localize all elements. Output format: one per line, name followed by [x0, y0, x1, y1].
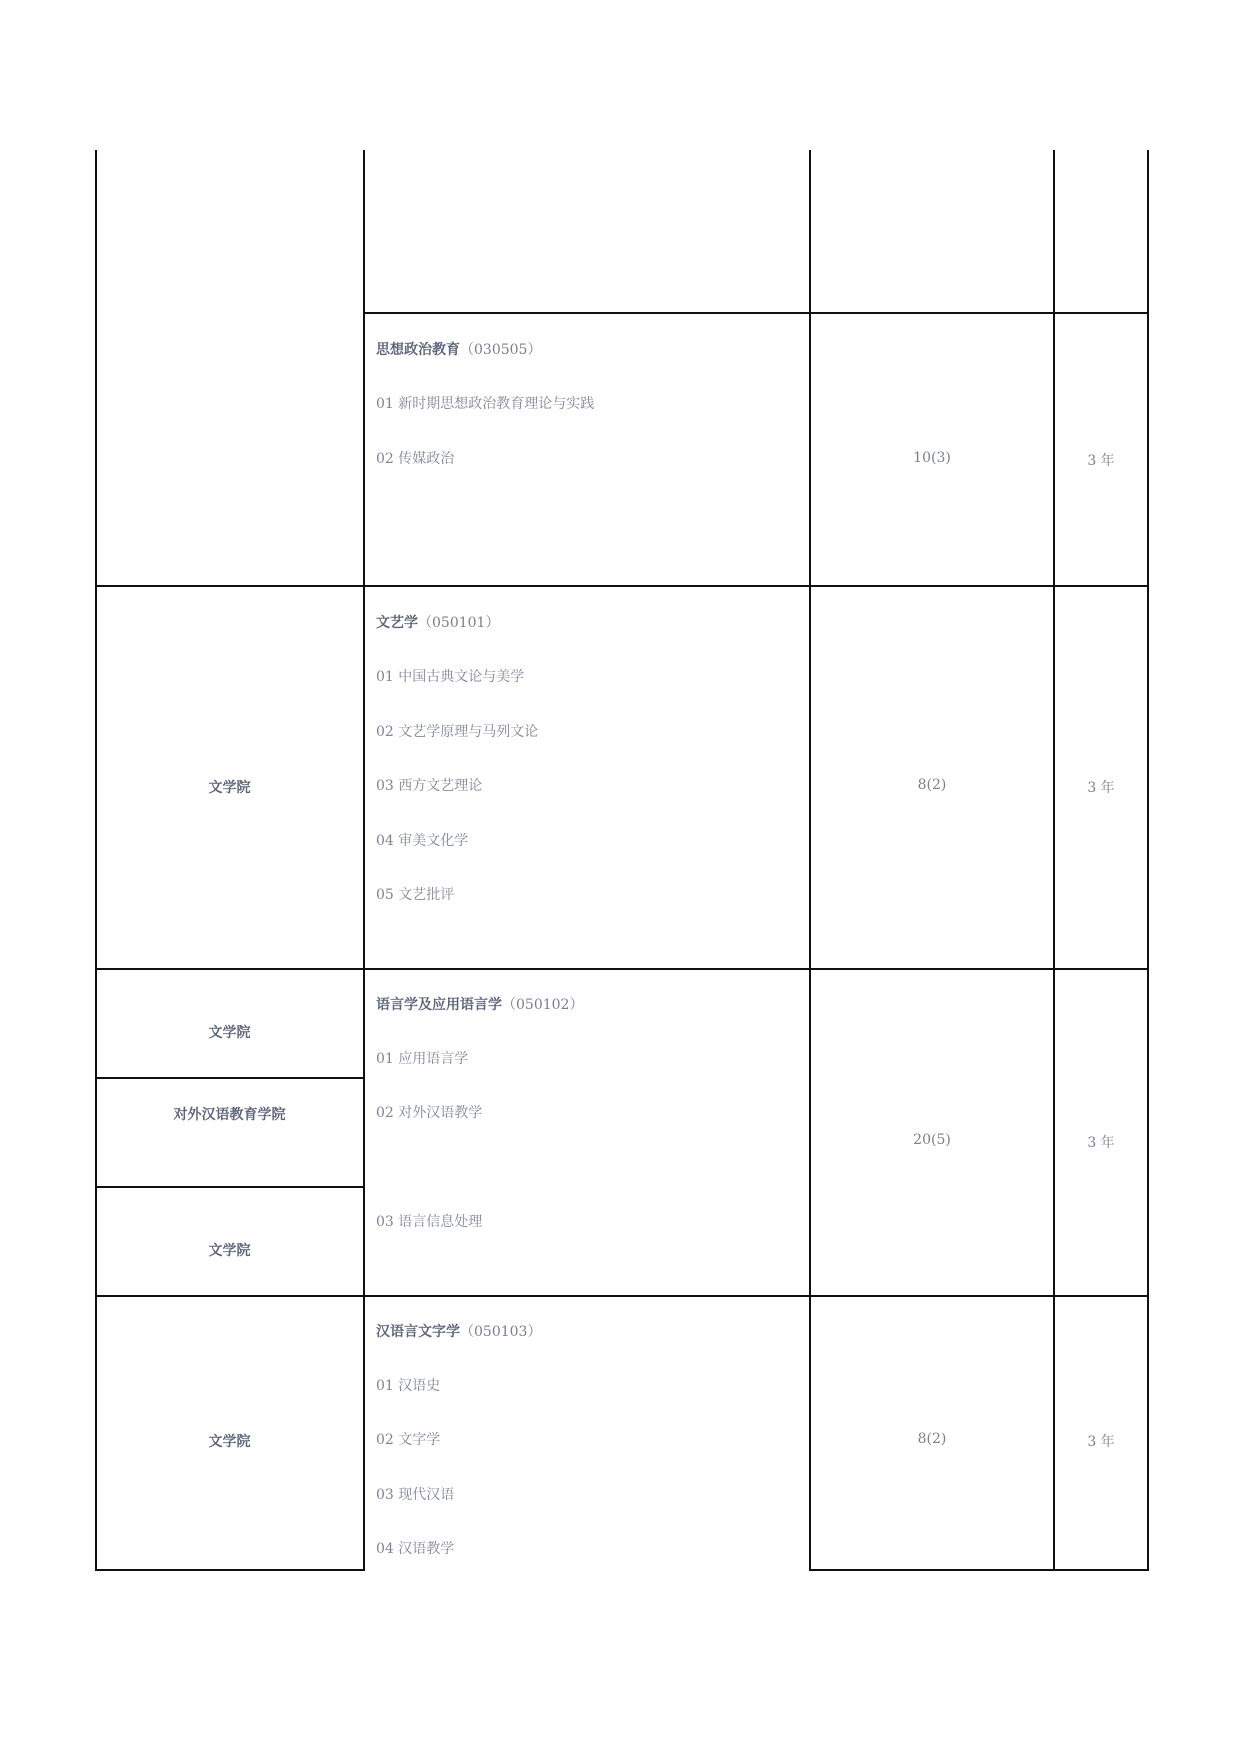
enrollment-quota: 10(3) [913, 450, 951, 466]
study-years: 3 年 [1087, 453, 1115, 469]
major-name: 文艺学 [376, 615, 418, 631]
row-divider [363, 312, 1149, 314]
college-name: 文学院 [208, 780, 251, 796]
direction-item: 03 西方文艺理论 [376, 778, 483, 794]
direction-item: 02 文字学 [376, 1432, 441, 1448]
direction-item: 04 审美文化学 [376, 833, 469, 849]
table-bottom-left [95, 1569, 365, 1571]
direction-item: 01 汉语史 [376, 1378, 441, 1394]
major-title [376, 614, 499, 632]
table-border-right [1147, 150, 1149, 1571]
row-divider [95, 1295, 1149, 1297]
direction-item: 01 中国古典文论与美学 [376, 669, 525, 685]
row-divider [95, 968, 1149, 970]
major-title [376, 1323, 541, 1341]
direction-item: 03 现代汉语 [376, 1487, 455, 1503]
direction-item: 02 传媒政治 [376, 451, 455, 467]
table-border-left [95, 150, 97, 1571]
college-name: 文学院 [208, 1434, 251, 1450]
study-years: 3 年 [1087, 1135, 1115, 1151]
enrollment-quota: 20(5) [913, 1132, 951, 1148]
row-divider [95, 585, 1149, 587]
college-name: 文学院 [208, 1243, 251, 1259]
enrollment-quota: 8(2) [917, 777, 947, 793]
study-years: 3 年 [1087, 780, 1115, 796]
major-code: （050102） [502, 997, 584, 1013]
direction-item: 03 语言信息处理 [376, 1214, 483, 1230]
direction-item: 04 汉语教学 [376, 1541, 455, 1557]
enrollment-quota: 8(2) [917, 1431, 947, 1447]
direction-item: 02 对外汉语教学 [376, 1105, 483, 1121]
direction-item: 05 文艺批评 [376, 887, 455, 903]
row-divider [95, 1186, 365, 1188]
major-name: 汉语言文字学 [376, 1324, 460, 1340]
study-years: 3 年 [1087, 1434, 1115, 1450]
direction-item: 01 应用语言学 [376, 1051, 469, 1067]
major-title [376, 341, 541, 359]
table-divider-col1 [363, 150, 365, 1571]
table-divider-col3 [1053, 150, 1055, 1571]
table-bottom-right [809, 1569, 1149, 1571]
major-title [376, 996, 583, 1014]
table-divider-col2 [809, 150, 811, 1571]
college-name: 文学院 [208, 1025, 251, 1041]
major-code: （050103） [460, 1324, 542, 1340]
major-code: （030505） [460, 342, 542, 358]
major-name: 语言学及应用语言学 [376, 997, 502, 1013]
direction-item: 01 新时期思想政治教育理论与实践 [376, 396, 595, 412]
major-code: （050101） [418, 615, 500, 631]
row-divider [95, 1077, 365, 1079]
major-name: 思想政治教育 [376, 342, 460, 358]
college-name: 对外汉语教育学院 [173, 1107, 286, 1123]
direction-item: 02 文艺学原理与马列文论 [376, 724, 539, 740]
